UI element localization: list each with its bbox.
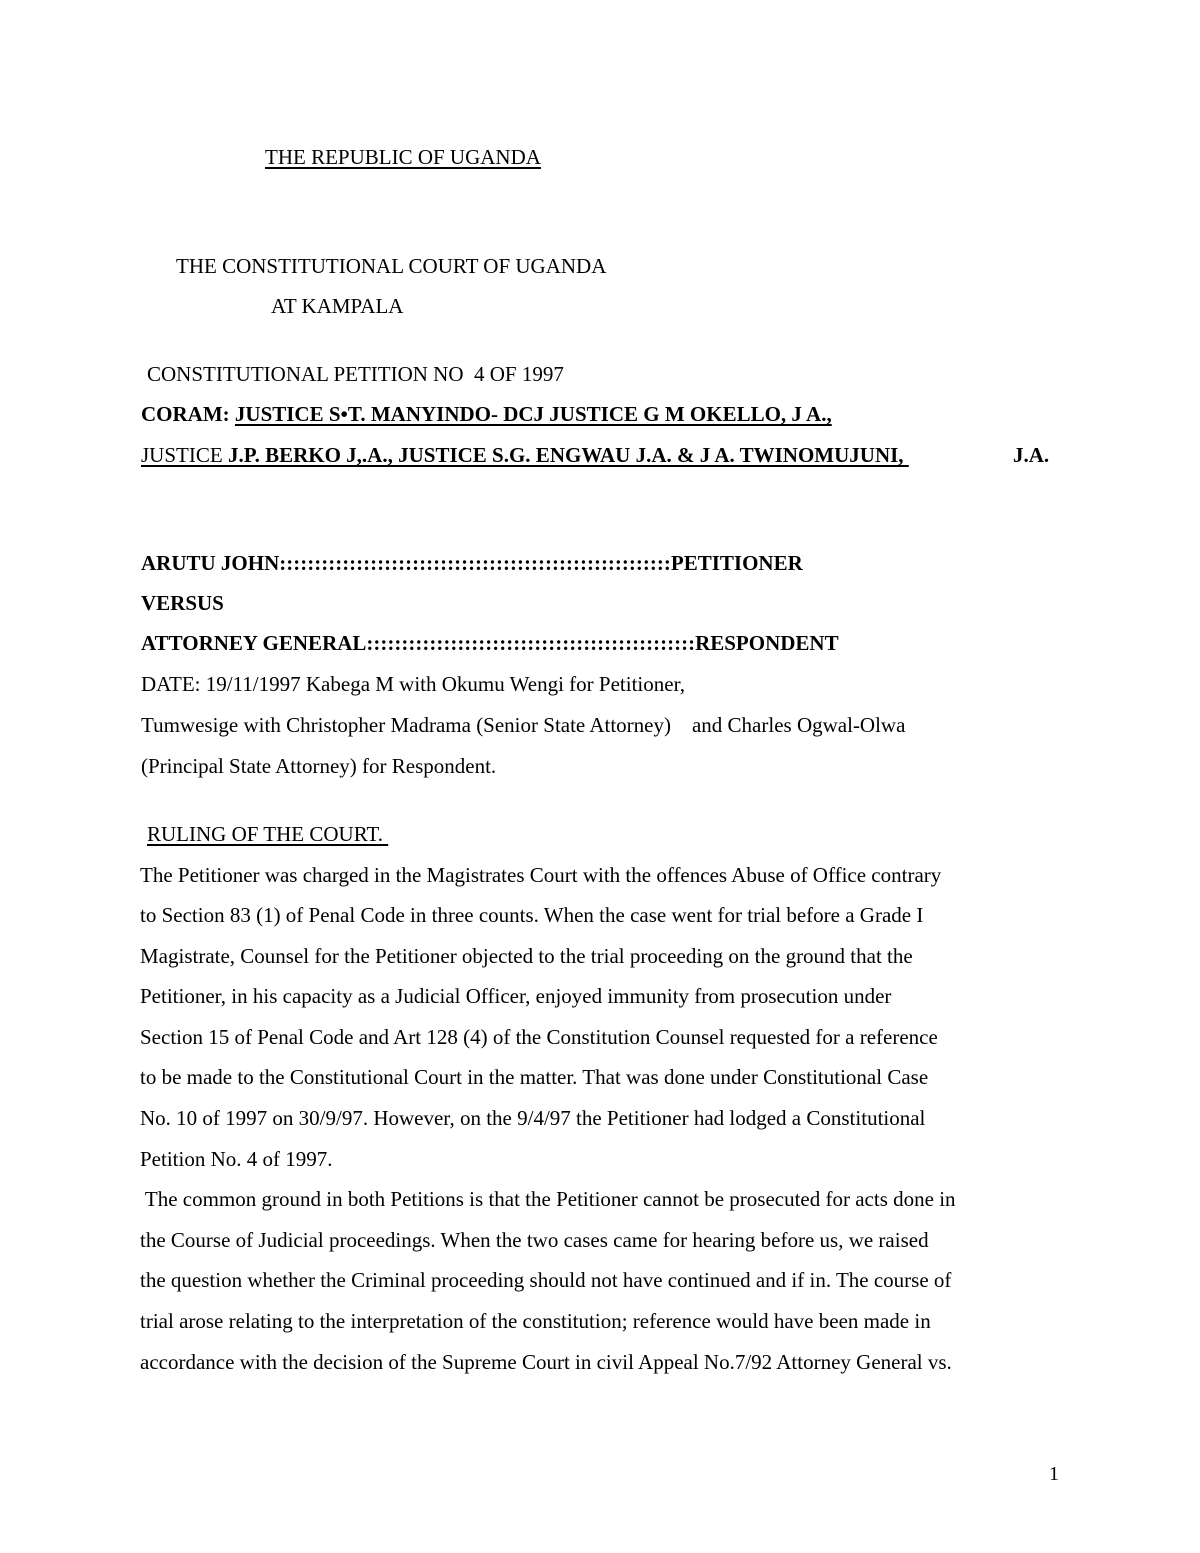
republic-heading: THE REPUBLIC OF UGANDA	[265, 145, 541, 169]
appearance-line-3: (Principal State Attorney) for Respondent.	[141, 754, 497, 778]
ruling-line: Magistrate, Counsel for the Petitioner objected to the trial proceeding on the ground that the	[140, 944, 913, 968]
appearance-line-2: Tumwesige with Christopher Madrama (Senior State Attorney) and Charles Ogwal-Olwa	[141, 713, 906, 737]
ruling-line: No. 10 of 1997 on 30/9/97. However, on the 9/4/97 the Petitioner had lodged a Constitutional	[140, 1106, 926, 1130]
ruling-line: The Petitioner was charged in the Magistrates Court with the offences Abuse of Office contrary	[140, 863, 942, 887]
ruling-line: the question whether the Criminal proceeding should not have continued and if in. The course of	[140, 1268, 952, 1292]
coram-justices-1: JUSTICE S•T. MANYINDO- DCJ JUSTICE G M OKELLO, J A.,	[234, 402, 832, 426]
coram-line-2	[141, 445, 909, 466]
ruling-line: trial arose relating to the interpretation of the constitution; reference would have been made in	[140, 1309, 931, 1333]
coram-label: CORAM:	[141, 402, 235, 426]
ruling-line: to be made to the Constitutional Court in the matter. That was done under Constitutional Case	[140, 1065, 929, 1089]
petitioner-line: ARUTU JOHN::::::::::::::::::::::::::::::::::::::::::::::::::::::::PETITIONER	[141, 551, 803, 575]
coram-line-1	[141, 404, 832, 425]
ruling-line: the Course of Judicial proceedings. When the two cases came for hearing before us, we raised	[140, 1228, 929, 1252]
coram-line-2-end: J.A.	[1013, 443, 1050, 467]
respondent-line: ATTORNEY GENERAL:::::::::::::::::::::::::::::::::::::::::::::::RESPONDENT	[141, 631, 839, 655]
court-location: AT KAMPALA	[271, 294, 404, 318]
appearance-line-1: DATE: 19/11/1997 Kabega M with Okumu Wengi for Petitioner,	[141, 672, 685, 696]
coram-justice-prefix: JUSTICE	[141, 443, 228, 467]
ruling-line: accordance with the decision of the Supreme Court in civil Appeal No.7/92 Attorney General vs.	[140, 1350, 952, 1374]
coram-justices-2: J.P. BERKO J,.A., JUSTICE S.G. ENGWAU J.A. & J A. TWINOMUJUNI,	[227, 443, 909, 467]
ruling-line: The common ground in both Petitions is that the Petitioner cannot be prosecuted for acts done in	[140, 1187, 956, 1211]
versus-line: VERSUS	[141, 591, 224, 615]
ruling-line: Petition No. 4 of 1997.	[140, 1147, 333, 1171]
court-heading: THE CONSTITUTIONAL COURT OF UGANDA	[176, 254, 607, 278]
ruling-heading: RULING OF THE COURT.	[147, 822, 389, 846]
petition-number: CONSTITUTIONAL PETITION NO 4 OF 1997	[147, 362, 564, 386]
ruling-line: Petitioner, in his capacity as a Judicial Officer, enjoyed immunity from prosecution under	[140, 984, 892, 1008]
page-number: 1	[1049, 1463, 1059, 1485]
ruling-line: Section 15 of Penal Code and Art 128 (4) of the Constitution Counsel requested for a reference	[140, 1025, 938, 1049]
ruling-line: to Section 83 (1) of Penal Code in three counts. When the case went for trial before a Grade I	[140, 903, 924, 927]
